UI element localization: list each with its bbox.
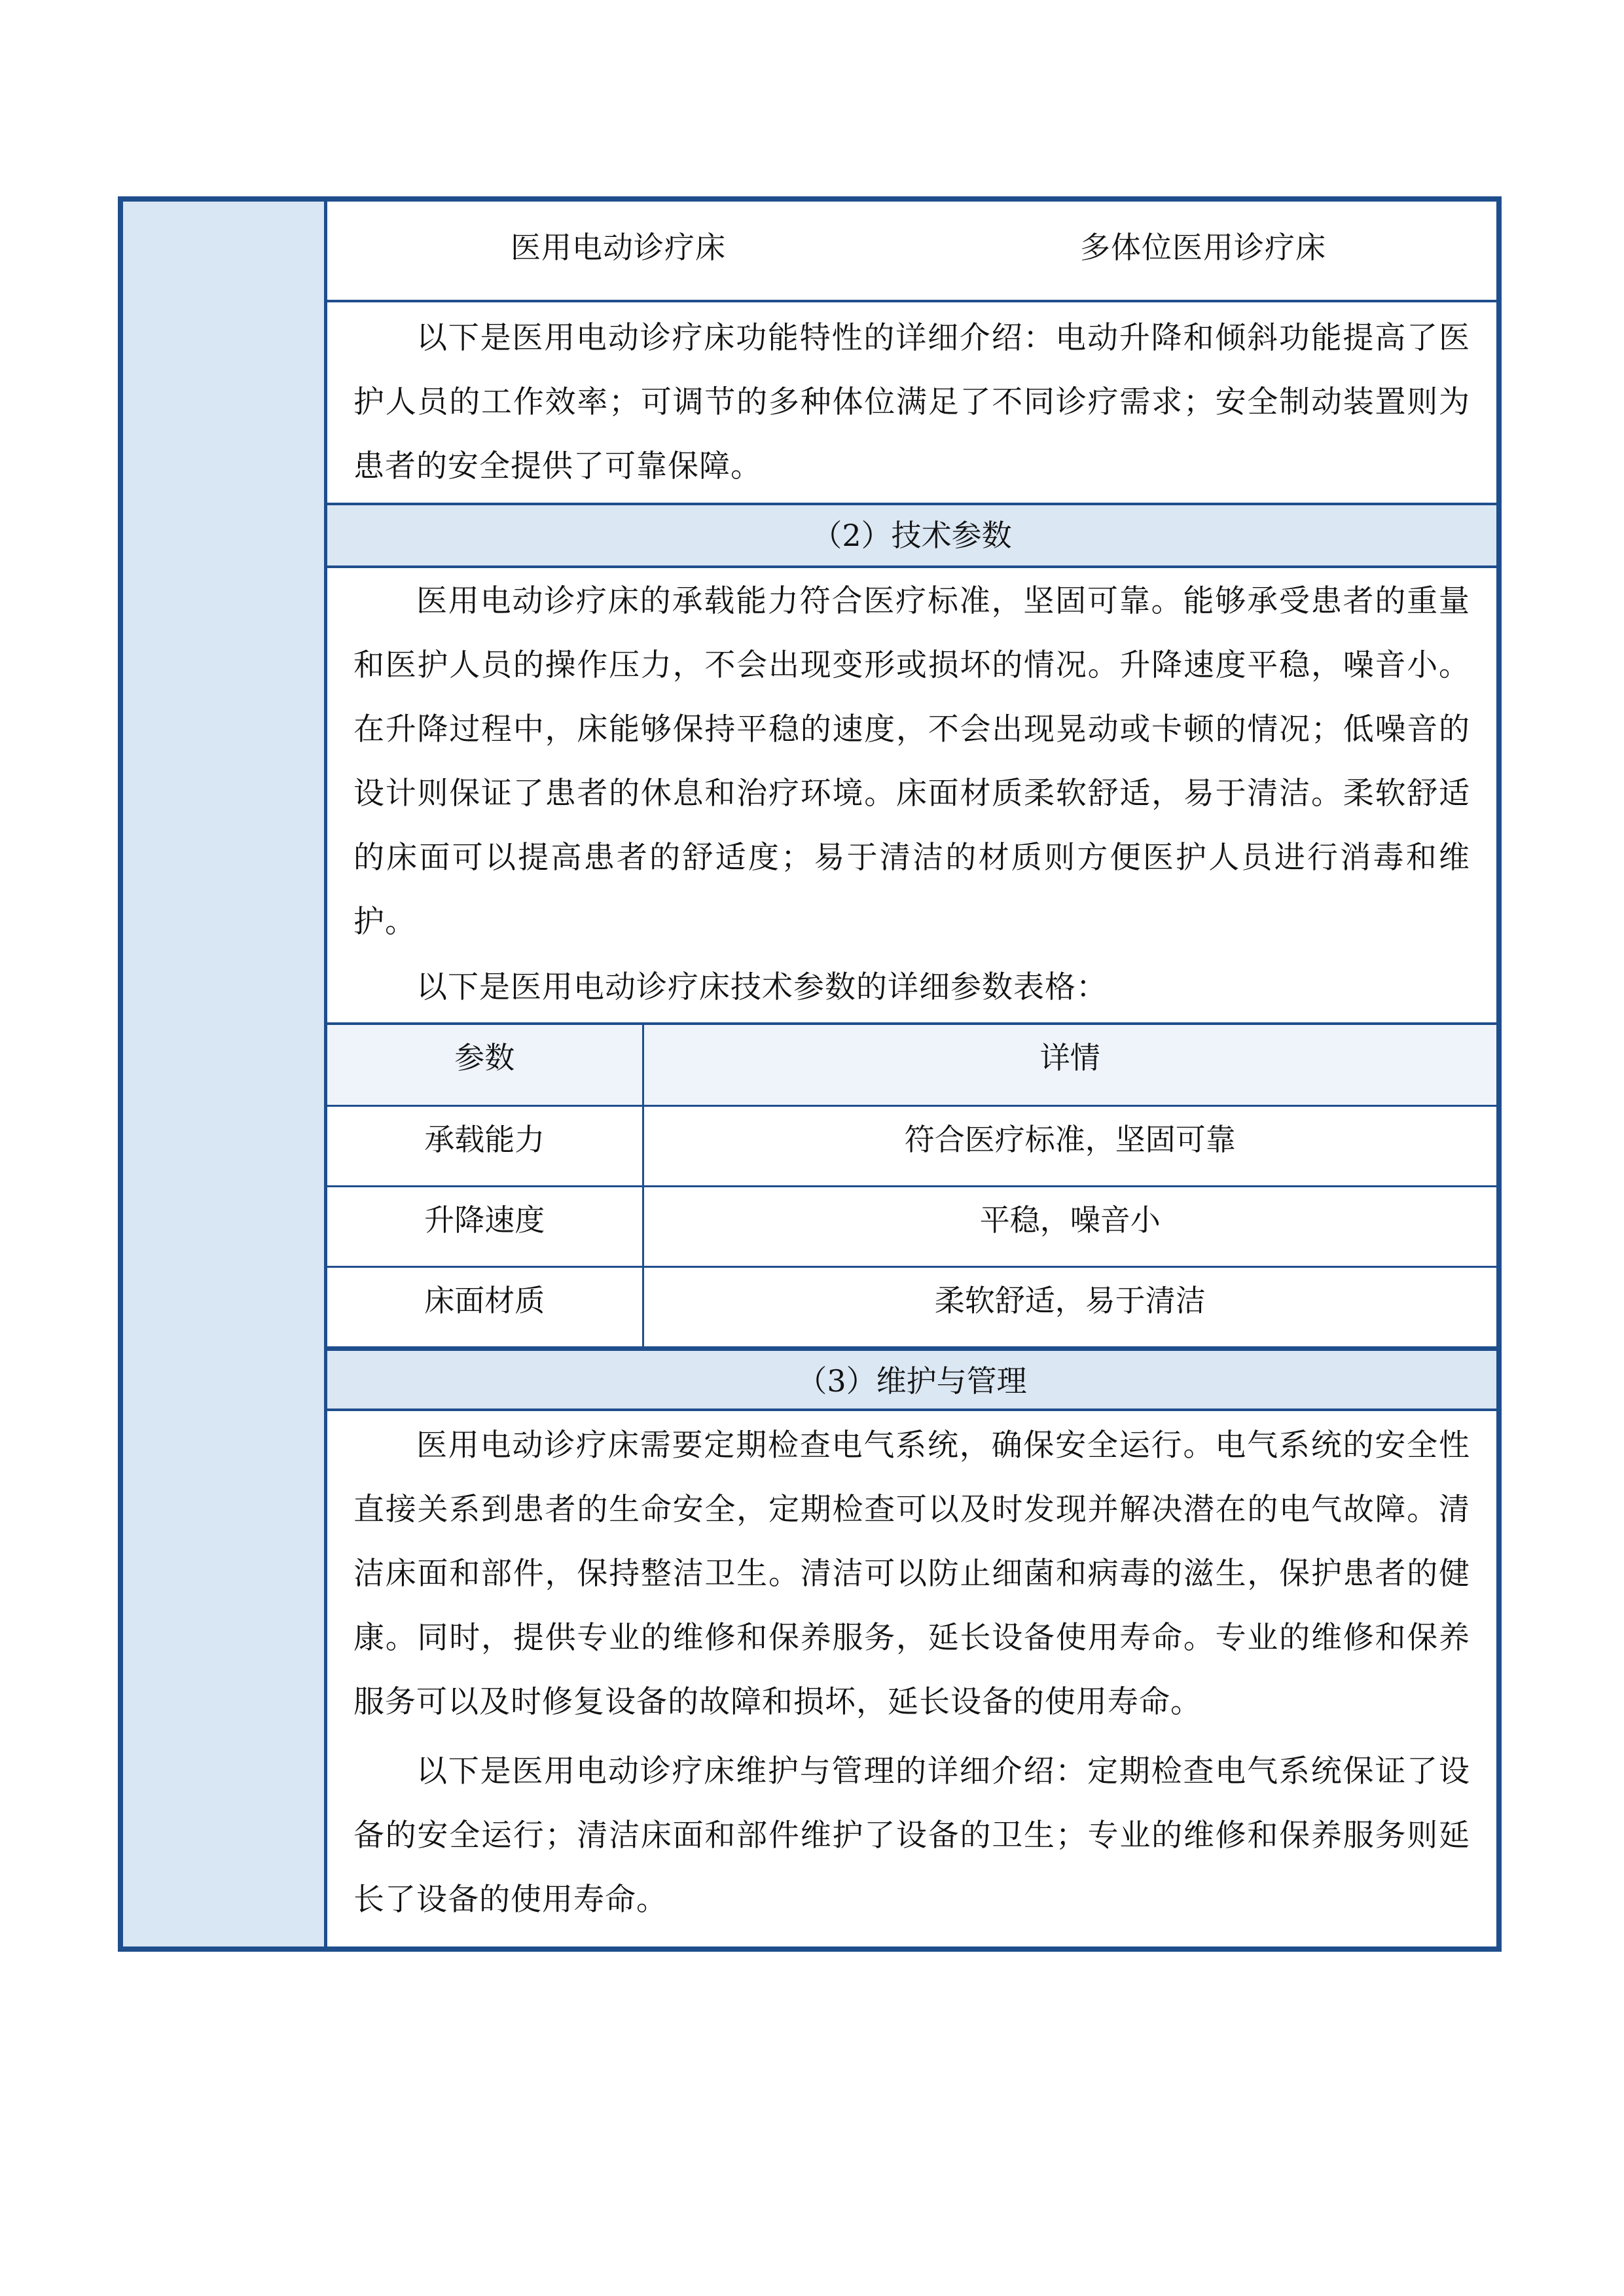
parameter-table xyxy=(327,1025,1496,1348)
table-header-row xyxy=(327,1025,1496,1105)
table-cell-detail: 柔软舒适，易于清洁 xyxy=(643,1266,1496,1347)
divider xyxy=(327,565,1496,568)
section-2-paragraph: 医用电动诊疗床的承载能力符合医疗标准，坚固可靠。能够承受患者的重量和医护人员的操作压力，不会出现变形或损坏的情况。升降速度平稳，噪音小。在升降过程中，床能够保持平稳的速度，不会出现晃动或卡顿的情况；低噪音的设计则保证了患者的休息和治疗环境。床面材质柔软舒适，易于清洁。柔软舒适的床面可以提高患者的舒适度；易于清洁的材质则方便医护人员进行消毒和维护。 xyxy=(353,583,1470,940)
intro-paragraph: 以下是医用电动诊疗床功能特性的详细介绍：电动升降和倾斜功能提高了医护人员的工作效率；可调节的多种体位满足了不同诊疗需求；安全制动装置则为患者的安全提供了可靠保障。 xyxy=(353,320,1470,484)
table-row xyxy=(327,1266,1496,1347)
table-cell-detail: 符合医疗标准，坚固可靠 xyxy=(643,1105,1496,1186)
section-3-paragraph: 医用电动诊疗床需要定期检查电气系统，确保安全运行。电气系统的安全性直接关系到患者的生命安全，定期检查可以及时发现并解决潜在的电气故障。清洁床面和部件，保持整洁卫生。清洁可以防止细菌和病毒的滋生，保护患者的健康。同时，提供专业的维修和保养服务，延长设备使用寿命。专业的维修和保养服务可以及时修复设备的故障和损坏，延长设备的使用寿命。 xyxy=(353,1427,1470,1720)
section-3-summary: 以下是医用电动诊疗床维护与管理的详细介绍：定期检查电气系统保证了设备的安全运行；清洁床面和部件维护了设备的卫生；专业的维修和保养服务则延长了设备的使用寿命。 xyxy=(353,1753,1470,1918)
table-cell-detail: 平稳，噪音小 xyxy=(643,1186,1496,1266)
table-cell-param: 床面材质 xyxy=(327,1266,643,1347)
table-intro-text: 以下是医用电动诊疗床技术参数的详细参数表格： xyxy=(416,969,1108,1005)
image-captions-row xyxy=(327,202,1496,300)
left-label-column xyxy=(123,202,327,1946)
table-cell-param: 承载能力 xyxy=(327,1105,643,1186)
table-row xyxy=(327,1186,1496,1266)
table-cell-param: 升降速度 xyxy=(327,1186,643,1266)
caption-left: 医用电动诊疗床 xyxy=(511,230,726,265)
divider xyxy=(327,300,1496,302)
section-2-heading-text: （2）技术参数 xyxy=(812,518,1012,553)
section-3-heading xyxy=(327,1348,1496,1408)
table-header-param: 参数 xyxy=(327,1025,643,1105)
table-row xyxy=(327,1105,1496,1186)
content-column xyxy=(327,202,1496,1946)
document-table-frame xyxy=(118,196,1502,1952)
caption-right: 多体位医用诊疗床 xyxy=(1080,230,1326,265)
divider xyxy=(327,1408,1496,1411)
section-3-heading-text: （3）维护与管理 xyxy=(797,1363,1027,1399)
table-header-detail: 详情 xyxy=(643,1025,1496,1105)
section-2-heading xyxy=(327,505,1496,565)
